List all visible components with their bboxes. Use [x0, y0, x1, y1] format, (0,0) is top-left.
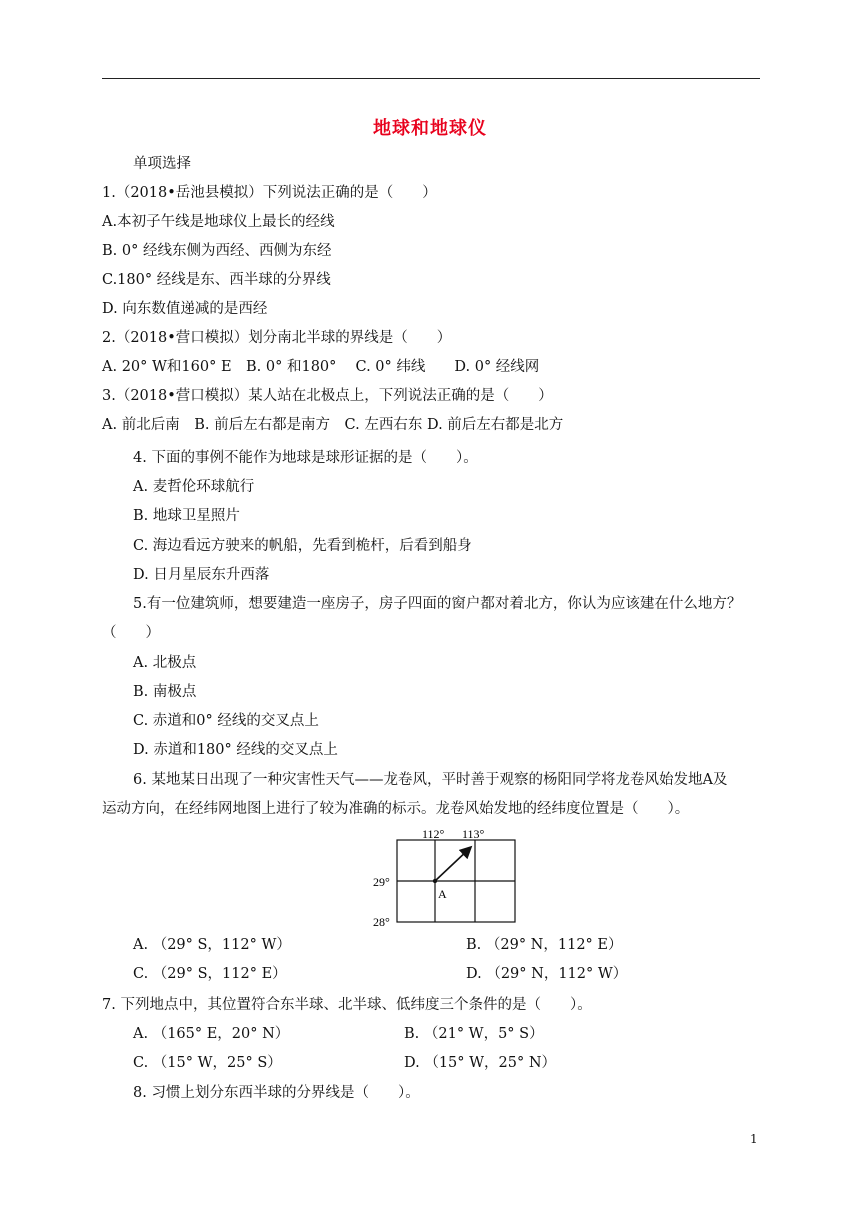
- point-a-label: A: [438, 887, 447, 901]
- lat-label-28: 28°: [373, 915, 390, 929]
- q1-option-d: D. 向东数值递减的是西经: [102, 301, 268, 317]
- q1-option-b: B. 0° 经线东侧为西经、西侧为东经: [102, 243, 332, 259]
- section-heading: 单项选择: [133, 156, 191, 172]
- q6-option-d: D. （29° N，112° W）: [466, 966, 628, 982]
- q1-option-c: C.180° 经线是东、西半球的分界线: [102, 272, 331, 288]
- q1-stem: 1.（2018•岳池县模拟）下列说法正确的是（ ）: [102, 185, 437, 201]
- q1-option-a: A.本初子午线是地球仪上最长的经线: [102, 214, 335, 230]
- q8-stem: 8. 习惯上划分东西半球的分界线是（ ）。: [133, 1085, 420, 1101]
- q6-option-c: C. （29° S，112° E）: [133, 966, 287, 982]
- q6-option-b: B. （29° N，112° E）: [466, 937, 623, 953]
- q5-option-d: D. 赤道和180° 经线的交叉点上: [133, 742, 338, 758]
- q4-option-a: A. 麦哲伦环球航行: [133, 479, 255, 495]
- point-a-dot: [433, 879, 437, 883]
- q5-option-a: A. 北极点: [133, 655, 197, 671]
- lon-label-113: 113°: [462, 827, 485, 841]
- q3-options: A. 前北后南 B. 前后左右都是南方 C. 左西右东 D. 前后左右都是北方: [102, 417, 564, 433]
- q6-option-a: A. （29° S，112° W）: [133, 937, 291, 953]
- q4-option-d: D. 日月星辰东升西落: [133, 567, 270, 583]
- q7-stem: 7. 下列地点中，其位置符合东半球、北半球、低纬度三个条件的是（ ）。: [102, 997, 592, 1013]
- q3-stem: 3.（2018•营口模拟）某人站在北极点上，下列说法正确的是（ ）: [102, 388, 553, 404]
- q5-option-b: B. 南极点: [133, 684, 197, 700]
- q4-option-b: B. 地球卫星照片: [133, 508, 240, 524]
- q5-stem-line1: 5.有一位建筑师，想要建造一座房子，房子四面的窗户都对着北方，你认为应该建在什么地方？: [133, 596, 742, 612]
- q2-stem: 2.（2018•营口模拟）划分南北半球的界线是（ ）: [102, 330, 452, 346]
- q4-option-c: C. 海边看远方驶来的帆船，先看到桅杆，后看到船身: [133, 538, 472, 554]
- q6-stem-line2: 运动方向，在经纬网地图上进行了较为准确的标示。龙卷风始发地的经纬度位置是（ ）。: [102, 801, 690, 817]
- q7-option-b: B. （21° W，5° S）: [404, 1026, 544, 1042]
- q7-option-a: A. （165° E，20° N）: [133, 1026, 290, 1042]
- q7-option-d: D. （15° W，25° N）: [404, 1055, 557, 1071]
- tornado-direction-arrow: [435, 848, 470, 881]
- q6-stem-line1: 6. 某地某日出现了一种灾害性天气——龙卷风，平时善于观察的杨阳同学将龙卷风始发地A及: [133, 772, 728, 788]
- q5-option-c: C. 赤道和0° 经线的交叉点上: [133, 713, 319, 729]
- q7-option-c: C. （15° W，25° S）: [133, 1055, 282, 1071]
- q5-stem-line2: （ ）: [102, 625, 160, 641]
- q4-stem: 4. 下面的事例不能作为地球是球形证据的是（ ）。: [133, 450, 478, 466]
- lon-label-112: 112°: [422, 827, 445, 841]
- page-number: 1: [750, 1132, 758, 1146]
- header-rule: [102, 78, 760, 79]
- q2-options: A. 20° W和160° E B. 0° 和180° C. 0° 纬线 D. 0° 经线网: [102, 359, 540, 375]
- graticule-figure: [365, 826, 525, 930]
- lat-label-29: 29°: [373, 875, 390, 889]
- page-title: 地球和地球仪: [373, 118, 487, 139]
